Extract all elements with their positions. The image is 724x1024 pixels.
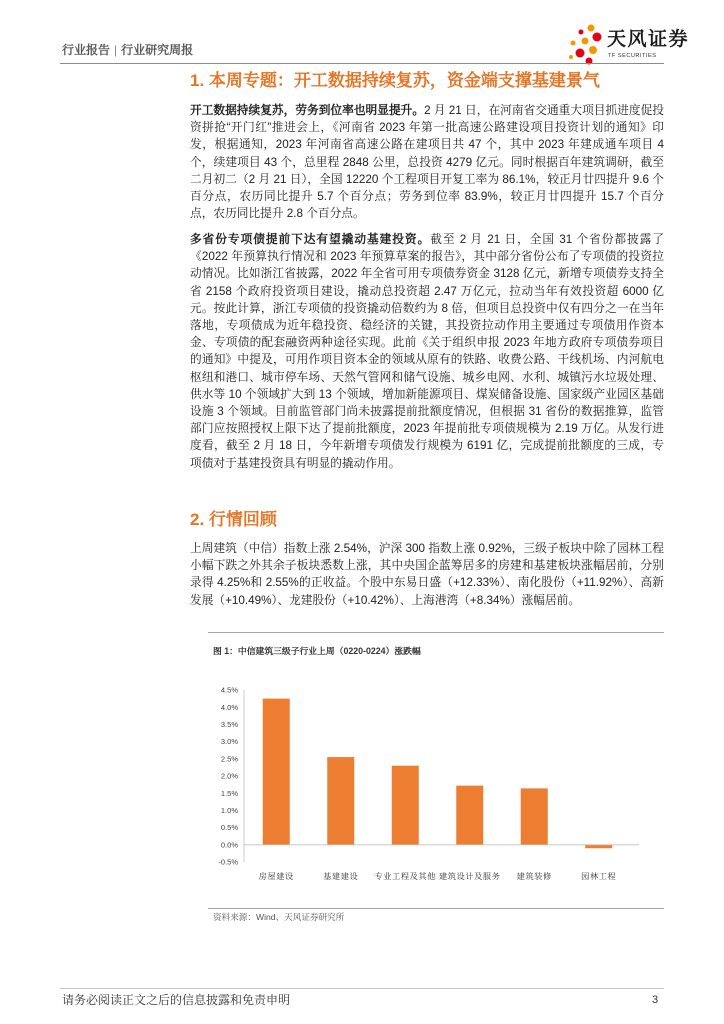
chart-bar bbox=[585, 845, 612, 848]
section-heading: 2. 行情回顾 bbox=[190, 510, 277, 529]
paragraph-construction-recovery bbox=[190, 102, 664, 222]
bar-chart bbox=[200, 670, 664, 890]
x-tick-label: 建筑设计及服务 bbox=[438, 872, 501, 881]
logo-dot bbox=[569, 55, 573, 59]
paragraph-body: 截至 2 月 21 日，全国 31 个省份都披露了《2022 年预算执行情况和 2023 年预算草案的报告》，其中部分省份公布了专项债的投资拉动情况。比如浙江省披露，2022 年全省可用专项债券资金 3128 亿元，新增专项债券支持全省 2158 个政府投资项目建设，撬动总投资超 2.47 万亿元，拉动当年有效投资超 6000 亿元。按此计算，浙江专项债的投资撬动倍数约为 8 倍，但项目总投资中仅有四分之一在当年落地，专项债成为近年稳投资、稳经济的关键，其投资拉动作用主要通过专项债用作资本金、专项债的配套融资两种途径实现。此前《关于组织申报 2023 年地方政府专项债券项目的通知》中提及，可用作项目资本金的领域从原有的铁路、收费公路、干线机场、内河航电枢纽和港口、城市停车场、天然气管网和储气设施、城乡电网、水利、城镇污水垃圾处理、供水等 10 个领域扩大到 13 个领域，增加新能源项目、煤炭储备设施、国家级产业园区基础设施 3 个领域。目前监管部门尚未披露提前批额度情况，但根据 31 省份的数据推算，监管部门应按照授权上限下达了提前批额度，2023 年提前批专项债规模为 2.19 万亿。从发行进度看，截至 2 月 18 日，今年新增专项债发行规模为 6191 亿，完成提前批额度的三成，专项债对于基建投资具有明显的撬动作用。 bbox=[190, 233, 664, 470]
x-tick-label: 基建建设 bbox=[323, 872, 359, 881]
figure-bottom-rule bbox=[208, 908, 664, 909]
section-weekly-topic bbox=[190, 70, 664, 472]
y-tick-label: 0.0% bbox=[220, 840, 238, 850]
logo-dot bbox=[593, 33, 602, 42]
y-tick-label: 4.5% bbox=[220, 685, 238, 695]
section-heading: 1. 本周专题：开工数据持续复苏，资金端支撑基建景气 bbox=[190, 71, 600, 90]
y-tick-label: 1.0% bbox=[220, 806, 238, 815]
chart-bar bbox=[263, 699, 290, 845]
logo-dot bbox=[589, 46, 597, 54]
logo-dot bbox=[588, 25, 595, 32]
brand-name-en: TF SECURITIES bbox=[608, 53, 657, 59]
brand-name: 天风证券 bbox=[607, 29, 690, 50]
y-tick-label: -0.5% bbox=[218, 857, 238, 867]
footer-disclaimer: 请务必阅读正文之后的信息披露和免责申明 bbox=[62, 993, 291, 1007]
figure-title: 图 1：中信建筑三级子行业上周（0220-0224）涨跌幅 bbox=[213, 646, 421, 656]
y-tick-label: 4.0% bbox=[220, 702, 238, 712]
figure-source: 资料来源：Wind、天风证券研究所 bbox=[213, 912, 345, 922]
report-category: 行业报告 bbox=[62, 43, 111, 57]
paragraph-lead: 开工数据持续复苏，劳务到位率也明显提升。 bbox=[190, 104, 425, 117]
figure-top-rule bbox=[208, 632, 664, 633]
section-market-review bbox=[190, 508, 664, 609]
logo-dot bbox=[576, 49, 585, 58]
x-tick-label: 房屋建设 bbox=[258, 872, 294, 881]
logo-dot bbox=[571, 41, 576, 46]
logo-dot bbox=[579, 30, 584, 35]
y-tick-label: 0.5% bbox=[220, 823, 238, 833]
header-divider bbox=[60, 63, 664, 64]
paragraph-body: 2 月 21 日，在河南省交通重大项目抓进度促投资拼抢“开门红”推进会上，《河南省 2023 年第一批高速公路建设项目投资计划的通知》印发，根据通知，2023 年河南省高速公路在建项目共 47 个，其中 2023 年建成通车项目 4 个，续建项目 43 个，总里程 2848 公里，总投资 4279 亿元。同时根据百年建筑调研，截至二月初二（2 月 21 日），全国 12220 个工程项目开复工率为 86.1%，较正月廿四提升 9.6 个百分点，农历同比提升 5.7 个百分点；劳务到位率 83.9%，较正月廿四提升 15.7 个百分点，农历同比提升 2.8 个百分点。 bbox=[190, 104, 664, 221]
chart-bar bbox=[327, 757, 354, 845]
chart-bar bbox=[392, 766, 419, 845]
report-subcategory: 行业研究周报 bbox=[121, 43, 194, 57]
y-tick-label: 1.5% bbox=[220, 788, 238, 798]
header-separator: | bbox=[114, 43, 118, 57]
x-tick-label: 专业工程及其他 bbox=[374, 872, 437, 881]
logo-dot bbox=[582, 38, 589, 45]
y-tick-label: 2.0% bbox=[220, 771, 238, 781]
x-tick-label: 园林工程 bbox=[581, 872, 617, 881]
paragraph-market-review: 上周建筑（中信）指数上涨 2.54%，沪深 300 指数上涨 0.92%，三级子板块中除了园林工程小幅下跌之外其余子板块悉数上涨，其中央国企蓝筹居多的房建和基建板块涨幅居前，分别录得 4.25%和 2.55%的正收益。个股中东易日盛（+12.33%）、南化股份（+11.92%）、高新发展（+10.49%）、龙建股份（+10.42%）、上海港湾（+8.34%）涨幅居前。 bbox=[190, 542, 664, 607]
paragraph-special-bonds bbox=[190, 231, 664, 472]
report-category-header bbox=[62, 42, 193, 58]
chart-bar bbox=[456, 786, 483, 845]
tf-securities-logo-icon bbox=[567, 23, 605, 65]
footer-divider bbox=[60, 988, 664, 989]
y-tick-label: 2.5% bbox=[220, 754, 238, 764]
chart-bar bbox=[521, 788, 548, 844]
paragraph-lead: 多省份专项债提前下达有望撬动基建投资。 bbox=[190, 233, 431, 247]
y-tick-label: 3.5% bbox=[220, 720, 238, 729]
page-number: 3 bbox=[652, 994, 659, 1006]
y-tick-label: 3.0% bbox=[220, 737, 238, 747]
x-tick-label: 建筑装修 bbox=[516, 872, 552, 881]
